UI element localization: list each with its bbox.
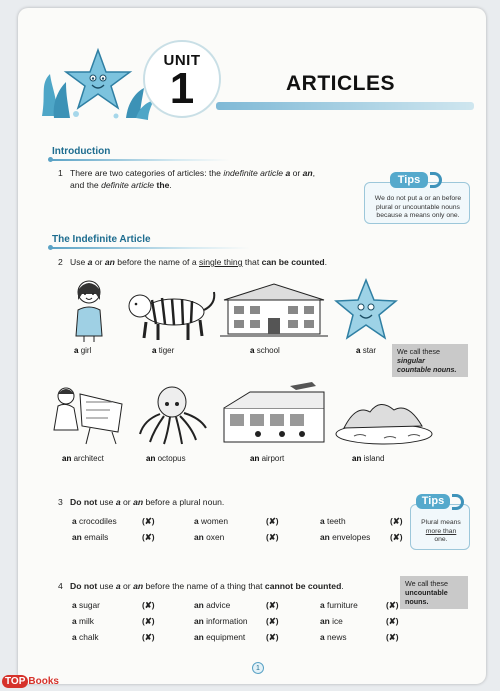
girl-picture bbox=[66, 276, 112, 342]
introduction-text: There are two categories of articles: the indefinite article a or an, and the definite article the. bbox=[70, 168, 316, 190]
list-item: a news bbox=[320, 632, 347, 642]
caption-island: an island bbox=[352, 454, 385, 463]
school-picture bbox=[218, 280, 330, 342]
tips-line: plural or uncountable nouns bbox=[376, 203, 460, 211]
section-underline bbox=[50, 159, 230, 161]
topbooks-logo: TOP Books bbox=[2, 676, 59, 687]
item4-text: Do not use a or an before the name of a thing that cannot be counted. bbox=[70, 581, 344, 591]
list-item: a crocodiles bbox=[72, 516, 117, 526]
caption-school: a school bbox=[250, 346, 280, 355]
section-dot bbox=[48, 157, 53, 162]
cross-mark: (✘) bbox=[390, 532, 403, 542]
item-number: 4 bbox=[58, 581, 63, 591]
unit-badge bbox=[143, 40, 221, 118]
list-item: an equipment bbox=[194, 632, 246, 642]
item-number: 2 bbox=[58, 257, 63, 267]
cross-mark: (✘) bbox=[390, 516, 403, 526]
title-underline bbox=[216, 102, 474, 110]
starfish-coral-illustration bbox=[36, 44, 156, 124]
cross-mark: (✘) bbox=[266, 516, 279, 526]
list-item: a milk bbox=[72, 616, 94, 626]
list-item: a women bbox=[194, 516, 228, 526]
section-dot bbox=[48, 245, 53, 250]
caption-girl: a girl bbox=[74, 346, 92, 355]
list-item: an ice bbox=[320, 616, 343, 626]
cross-mark: (✘) bbox=[266, 532, 279, 542]
tips-tag: Tips bbox=[390, 172, 428, 188]
cross-mark: (✘) bbox=[142, 616, 155, 626]
note-uncountable: We call these uncountable nouns. bbox=[400, 576, 468, 609]
tips-tag: Tips bbox=[416, 494, 450, 509]
list-item: a sugar bbox=[72, 600, 100, 610]
section-underline bbox=[50, 247, 250, 249]
architect-picture bbox=[50, 382, 126, 446]
list-item: a teeth bbox=[320, 516, 346, 526]
page-title: ARTICLES bbox=[286, 72, 395, 95]
caption-octopus: an octopus bbox=[146, 454, 186, 463]
caption-star: a star bbox=[356, 346, 377, 355]
section-heading-indefinite-article: The Indefinite Article bbox=[52, 234, 151, 245]
page-number: 1 bbox=[252, 662, 264, 674]
list-item: a furniture bbox=[320, 600, 358, 610]
cross-mark: (✘) bbox=[266, 600, 279, 610]
cross-mark: (✘) bbox=[142, 532, 155, 542]
cross-mark: (✘) bbox=[386, 600, 399, 610]
tips-line: We do not put a or an before bbox=[374, 195, 462, 202]
tips-line: because a means only one. bbox=[376, 212, 460, 219]
item-number: 3 bbox=[58, 497, 63, 507]
list-item: an advice bbox=[194, 600, 231, 610]
section-heading-introduction: Introduction bbox=[52, 146, 111, 157]
tips-box-plural bbox=[410, 504, 470, 550]
list-item: an information bbox=[194, 616, 248, 626]
cross-mark: (✘) bbox=[142, 600, 155, 610]
caption-airport: an airport bbox=[250, 454, 285, 463]
unit-number: 1 bbox=[169, 64, 195, 113]
cross-mark: (✘) bbox=[386, 632, 399, 642]
tips-line: Plural means bbox=[421, 519, 461, 526]
unit-label: UNIT bbox=[163, 52, 201, 69]
note-singular-countable: We call these singular countable nouns. bbox=[392, 344, 468, 377]
island-picture bbox=[334, 392, 434, 446]
octopus-picture bbox=[134, 382, 210, 446]
caption-tiger: a tiger bbox=[152, 346, 175, 355]
star-picture bbox=[334, 278, 398, 342]
tips-box-intro bbox=[364, 182, 470, 224]
item3-text: Do not use a or an before a plural noun. bbox=[70, 497, 225, 507]
cross-mark: (✘) bbox=[266, 616, 279, 626]
cross-mark: (✘) bbox=[142, 632, 155, 642]
cross-mark: (✘) bbox=[386, 616, 399, 626]
tips-line: one. bbox=[434, 536, 448, 543]
tiger-picture bbox=[122, 284, 218, 342]
list-item: an oxen bbox=[194, 532, 225, 542]
airport-picture bbox=[220, 378, 328, 446]
list-item: an emails bbox=[72, 532, 109, 542]
tips-line: more than bbox=[425, 527, 457, 535]
cross-mark: (✘) bbox=[142, 516, 155, 526]
workbook-page bbox=[18, 8, 486, 684]
list-item: a chalk bbox=[72, 632, 99, 642]
item-number: 1 bbox=[58, 168, 63, 178]
item2-text: Use a or an before the name of a single thing that can be counted. bbox=[70, 257, 328, 267]
cross-mark: (✘) bbox=[266, 632, 279, 642]
caption-architect: an architect bbox=[62, 454, 104, 463]
list-item: an envelopes bbox=[320, 532, 371, 542]
